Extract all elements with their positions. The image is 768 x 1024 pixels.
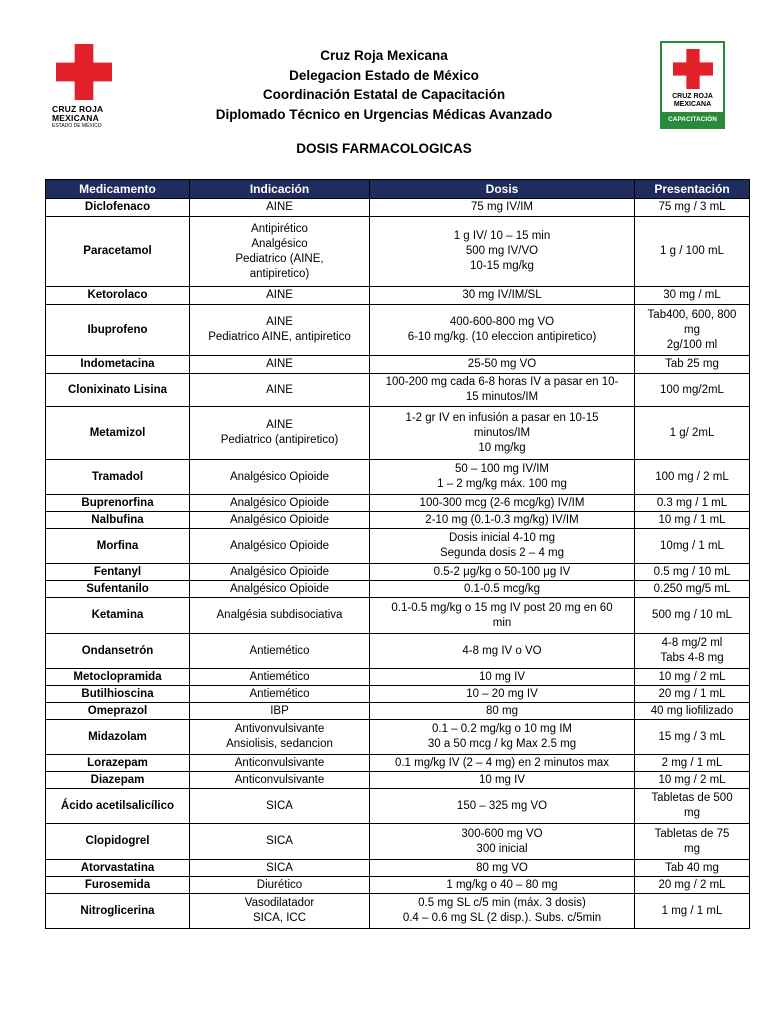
cell-indicacion [190,581,370,598]
cell-indicacion-line: Pediatrico (antipiretico) [220,434,339,446]
cell-indicacion-line: Antivonvulsivante [234,723,325,735]
cell-indicacion-line: SICA, ICC [252,912,307,924]
cell-medicamento: Ketorolaco [46,287,190,305]
table-row [46,720,750,755]
cell-presentacion-line: 2g/100 ml [666,338,718,351]
cell-indicacion-line: SICA [266,861,293,874]
cell-dosis [370,581,635,598]
cell-dosis-line: Segunda dosis 2 – 4 mg [439,547,565,559]
table-row [46,199,750,217]
cell-dosis-line: 0.5-2 μg/kg o 50-100 μg IV [433,565,571,578]
cell-presentacion [635,512,750,529]
cell-presentacion-line: Tabletas de 75 [654,827,730,840]
cell-presentacion-line: 20 mg / 1 mL [658,687,726,700]
cell-medicamento: Midazolam [46,720,190,755]
cell-dosis-line: 80 mg [486,704,518,717]
cell-dosis [370,564,635,581]
cell-dosis [370,860,635,877]
cell-presentacion [635,529,750,564]
cell-indicacion [190,356,370,374]
cell-indicacion [190,877,370,894]
cell-dosis [370,824,635,860]
cell-medicamento: Metoclopramida [46,669,190,686]
cell-indicacion [190,686,370,703]
cell-presentacion-line: 1 g / 100 mL [660,245,724,257]
cell-dosis-line: 0.1 mg/kg IV (2 – 4 mg) en 2 minutos max [394,756,610,769]
cell-dosis-line: 4-8 mg IV o VO [462,644,542,657]
cell-medicamento: Sufentanilo [46,581,190,598]
cruz-roja-capacitacion-logo [660,41,725,129]
cell-dosis-line: minutos/IM [473,426,531,439]
cell-medicamento: Ketamina [46,598,190,634]
cell-presentacion [635,634,750,669]
cell-indicacion [190,755,370,772]
table-row [46,564,750,581]
cell-indicacion [190,305,370,356]
cell-dosis [370,460,635,495]
cell-presentacion [635,199,750,217]
table-row [46,824,750,860]
cell-presentacion-line: 10 mg / 2 mL [658,773,726,786]
cell-indicacion-line: Vasodilatador [244,897,315,909]
cell-dosis [370,634,635,669]
cell-dosis-line: 0.1 – 0.2 mg/kg o 10 mg IM [432,723,572,735]
cell-dosis [370,287,635,305]
cell-medicamento: Butilhioscina [46,686,190,703]
cell-dosis [370,374,635,407]
cell-dosis-line: 100-300 mcg (2-6 mcg/kg) IV/IM [419,496,585,509]
cell-dosis-line: 15 minutos/IM [465,391,539,403]
cell-presentacion-line: Tab 40 mg [665,861,719,874]
cell-medicamento: Ibuprofeno [46,305,190,356]
cell-presentacion [635,287,750,305]
cell-medicamento: Omeprazol [46,703,190,720]
table-row [46,755,750,772]
table-row [46,860,750,877]
cell-medicamento: Lorazepam [46,755,190,772]
cell-medicamento: Tramadol [46,460,190,495]
cell-indicacion-line: Diurético [256,878,303,891]
cell-dosis-line: 0.1-0.5 mg/kg o 15 mg IV post 20 mg en 60 [391,601,613,614]
cell-dosis-line: 25-50 mg VO [467,358,537,370]
logo-right-line1: CRUZ ROJA [672,93,713,100]
cell-presentacion-line: 40 mg liofilizado [650,704,734,717]
cell-indicacion-line: AINE [266,419,293,431]
cell-indicacion [190,860,370,877]
cell-indicacion-line: Antiemético [249,687,310,700]
table-header-row [46,180,750,199]
cell-indicacion-line: antipiretico) [249,267,310,280]
column-header-indicacion: Indicación [190,180,370,199]
cell-presentacion-line: 500 mg / 10 mL [652,609,732,621]
cell-dosis-line: 10 mg/kg [478,441,526,454]
cell-presentacion-line: mg [684,842,700,855]
cell-indicacion-line: SICA [266,835,293,847]
cell-dosis-line: 400-600-800 mg VO [449,316,555,328]
table-row [46,460,750,495]
table-row [46,703,750,720]
table-row [46,374,750,407]
cell-indicacion-line: AINE [266,358,293,370]
table-row [46,894,750,929]
cell-medicamento: Clonixinato Lisina [46,374,190,407]
cell-medicamento: Clopidogrel [46,824,190,860]
cell-dosis-line: 1-2 gr IV en infusión a pasar en 10-15 [405,411,599,424]
logo-right-line2: MEXICANA [673,101,712,108]
cell-dosis [370,529,635,564]
cell-dosis [370,894,635,929]
cell-presentacion [635,356,750,374]
cell-presentacion [635,564,750,581]
cruz-roja-logo-left [52,44,118,129]
cell-presentacion-line: 100 mg / 2 mL [655,470,729,483]
cell-medicamento: Buprenorfina [46,495,190,512]
cell-indicacion [190,460,370,495]
cell-medicamento: Indometacina [46,356,190,374]
column-header-presentacion: Presentación [635,180,750,199]
cell-indicacion-line: Antiemético [249,644,310,657]
cell-medicamento: Furosemida [46,877,190,894]
cell-indicacion [190,634,370,669]
cell-indicacion [190,564,370,581]
table-row [46,877,750,894]
cell-indicacion [190,287,370,305]
cell-presentacion [635,374,750,407]
header-line-1: Cruz Roja Mexicana [320,48,448,63]
cell-indicacion-line: Pediatrico (AINE, [235,252,324,265]
cell-indicacion-line: Analgésico Opioide [229,582,330,595]
cell-presentacion [635,772,750,789]
cell-indicacion-line: Ansiolisis, sedancion [226,738,333,750]
logo-left-line3: ESTADO DE MÉXICO [52,123,102,129]
cell-medicamento: Diazepam [46,772,190,789]
cell-indicacion-line: Analgésico Opioide [229,513,330,526]
cell-dosis [370,356,635,374]
cell-medicamento: Paracetamol [46,217,190,287]
cell-presentacion-line: 15 mg / 3 mL [658,730,726,743]
cell-presentacion [635,789,750,824]
cell-indicacion [190,824,370,860]
table-row [46,356,750,374]
cell-presentacion [635,703,750,720]
header-line-2: Delegacion Estado de México [289,67,479,83]
cell-dosis-line: 30 a 50 mcg / kg Max 2.5 mg [427,738,577,750]
cell-indicacion-line: IBP [270,704,289,717]
cell-dosis [370,686,635,703]
cell-presentacion-line: 10mg / 1 mL [660,539,724,552]
cell-dosis [370,877,635,894]
cell-presentacion [635,824,750,860]
table-row [46,669,750,686]
cell-presentacion-line: 1 g/ 2mL [669,426,715,439]
table-row [46,305,750,356]
cell-indicacion-line: AINE [266,201,293,213]
cell-presentacion [635,669,750,686]
cell-presentacion-line: mg [684,807,700,819]
cell-medicamento: Diclofenaco [46,199,190,217]
cell-medicamento: Nitroglicerina [46,894,190,929]
dosage-table [45,179,750,929]
cell-dosis-line: 150 – 325 mg VO [456,799,548,812]
cell-dosis-line: 2-10 mg (0.1-0.3 mg/kg) IV/IM [425,513,579,526]
cell-presentacion-line: 10 mg / 1 mL [658,513,726,526]
document-header [150,46,618,124]
cell-medicamento: Atorvastatina [46,860,190,877]
cell-indicacion [190,703,370,720]
cell-presentacion-line: 20 mg / 2 mL [658,878,726,891]
cell-indicacion-line: AINE [266,316,293,328]
cell-dosis [370,217,635,287]
cell-presentacion-line: 0.3 mg / 1 mL [656,496,728,509]
cell-presentacion [635,407,750,460]
cell-medicamento: Morfina [46,529,190,564]
cell-medicamento: Ondansetrón [46,634,190,669]
cell-presentacion-line: 75 mg / 3 mL [658,201,726,213]
cell-presentacion-line: Tab400, 600, 800 [647,308,737,321]
cell-indicacion-line: Analgésico Opioide [229,496,330,509]
cell-indicacion [190,407,370,460]
table-row [46,581,750,598]
cell-dosis [370,598,635,634]
cell-indicacion-line: Analgésico Opioide [229,470,330,483]
logo-left-line1: CRUZ ROJA [52,104,104,114]
cell-dosis [370,755,635,772]
table-row [46,598,750,634]
cell-presentacion-line: 10 mg / 2 mL [658,670,726,683]
logo-left-line2: MEXICANA [52,113,99,123]
cell-presentacion-line: Tabletas de 500 [651,792,733,804]
cell-dosis-line: 300-600 mg VO [461,827,543,840]
cell-dosis-line: min [492,616,512,629]
table-row [46,789,750,824]
cell-dosis-line: 30 mg IV/IM/SL [462,289,542,301]
cell-indicacion-line: AINE [266,383,293,396]
cell-dosis [370,772,635,789]
cell-medicamento: Ácido acetilsalicílico [46,789,190,824]
cell-dosis-line: 10 mg IV [478,773,526,786]
cell-dosis-line: 100-200 mg cada 6-8 horas IV a pasar en 10- [385,376,619,388]
cell-dosis-line: 500 mg IV/VO [465,245,539,257]
cell-dosis-line: 300 inicial [476,842,528,855]
cell-indicacion-line: Antipirético [251,222,308,235]
cell-indicacion-line: Anticonvulsivante [234,756,325,769]
cell-dosis [370,407,635,460]
cell-indicacion [190,598,370,634]
cell-indicacion [190,894,370,929]
cell-presentacion [635,755,750,772]
cell-dosis-line: 1 mg/kg o 40 – 80 mg [446,878,558,891]
cell-indicacion [190,720,370,755]
cell-dosis-line: 10 mg IV [478,670,526,683]
cell-dosis-line: 10-15 mg/kg [470,260,534,272]
cell-dosis [370,703,635,720]
cell-presentacion-line: 100 mg/2mL [660,383,724,396]
red-cross-icon [56,44,112,100]
cell-indicacion [190,217,370,287]
cell-dosis-line: 50 – 100 mg IV/IM [455,463,549,475]
cell-dosis-line: 1 – 2 mg/kg máx. 100 mg [437,478,567,490]
cell-medicamento: Nalbufina [46,512,190,529]
cell-dosis [370,720,635,755]
cell-dosis-line: 0.1-0.5 mcg/kg [463,582,541,595]
cell-indicacion-line: SICA [266,799,293,812]
cell-presentacion [635,495,750,512]
cell-presentacion [635,720,750,755]
cell-presentacion-line: Tabs 4-8 mg [660,652,724,664]
table-row [46,772,750,789]
cell-dosis [370,789,635,824]
cell-presentacion [635,217,750,287]
table-row [46,512,750,529]
cell-indicacion-line: Antiemético [249,670,310,683]
cell-presentacion [635,581,750,598]
table-row [46,407,750,460]
cell-dosis-line: 75 mg IV/IM [471,201,533,213]
cell-presentacion [635,877,750,894]
table-body [46,199,750,929]
cell-presentacion-line: Tab 25 mg [665,358,719,370]
cell-dosis-line: 0.5 mg SL c/5 min (máx. 3 dosis) [418,897,586,909]
cell-indicacion-line: Analgésia subdisociativa [216,609,343,621]
cell-presentacion [635,460,750,495]
cell-presentacion-line: 0.250 mg/5 mL [653,582,731,595]
cell-presentacion [635,305,750,356]
cell-presentacion-line: 2 mg / 1 mL [661,756,723,769]
cell-indicacion [190,512,370,529]
cell-presentacion [635,598,750,634]
cell-presentacion-line: 0.5 mg / 10 mL [653,565,731,578]
cell-indicacion-line: Pediatrico AINE, antipiretico [208,331,351,343]
cell-presentacion-line: mg [684,323,700,336]
cell-presentacion [635,894,750,929]
cell-medicamento: Metamizol [46,407,190,460]
cell-dosis-line: 80 mg VO [476,861,528,874]
table-row [46,495,750,512]
cell-dosis [370,512,635,529]
cell-indicacion [190,199,370,217]
cell-presentacion-line: 30 mg / mL [663,289,721,301]
page-title: DOSIS FARMACOLOGICAS [296,141,472,156]
table-row [46,217,750,287]
cell-presentacion-line: 1 mg / 1 mL [661,904,723,917]
cell-dosis-line: 0.4 – 0.6 mg SL (2 disp.). Subs. c/5min [402,912,602,924]
red-cross-icon [673,49,713,89]
cell-indicacion [190,529,370,564]
cell-medicamento: Fentanyl [46,564,190,581]
cell-indicacion-line: Analgésico Opioide [229,565,330,578]
cell-dosis-line: 10 – 20 mg IV [466,687,538,700]
column-header-dosis: Dosis [370,180,635,199]
cell-indicacion [190,374,370,407]
header-line-3: Coordinación Estatal de Capacitación [262,87,506,102]
cell-dosis [370,305,635,356]
table-row [46,287,750,305]
cell-dosis [370,199,635,217]
logo-right-band: CAPACITACIÓN [662,112,723,127]
cell-indicacion [190,669,370,686]
cell-indicacion [190,495,370,512]
cell-indicacion-line: AINE [266,289,293,301]
cell-dosis-line: Dosis inicial 4-10 mg [448,532,556,544]
cell-indicacion [190,789,370,824]
header-line-4: Diplomado Técnico en Urgencias Médicas Avanzado [215,106,553,122]
column-header-medicamento: Medicamento [46,180,190,199]
cell-presentacion-line: 4-8 mg/2 ml [661,637,723,649]
cell-indicacion-line: Anticonvulsivante [234,773,325,786]
cell-dosis [370,495,635,512]
table-row [46,634,750,669]
table-row [46,686,750,703]
cell-indicacion [190,772,370,789]
cell-indicacion-line: Analgésico [251,237,308,250]
table-row [46,529,750,564]
cell-dosis-line: 1 g IV/ 10 – 15 min [453,230,551,242]
cell-presentacion [635,686,750,703]
cell-indicacion-line: Analgésico Opioide [229,539,330,552]
cell-dosis [370,669,635,686]
cell-dosis-line: 6-10 mg/kg. (10 eleccion antipiretico) [407,331,597,343]
cell-presentacion [635,860,750,877]
